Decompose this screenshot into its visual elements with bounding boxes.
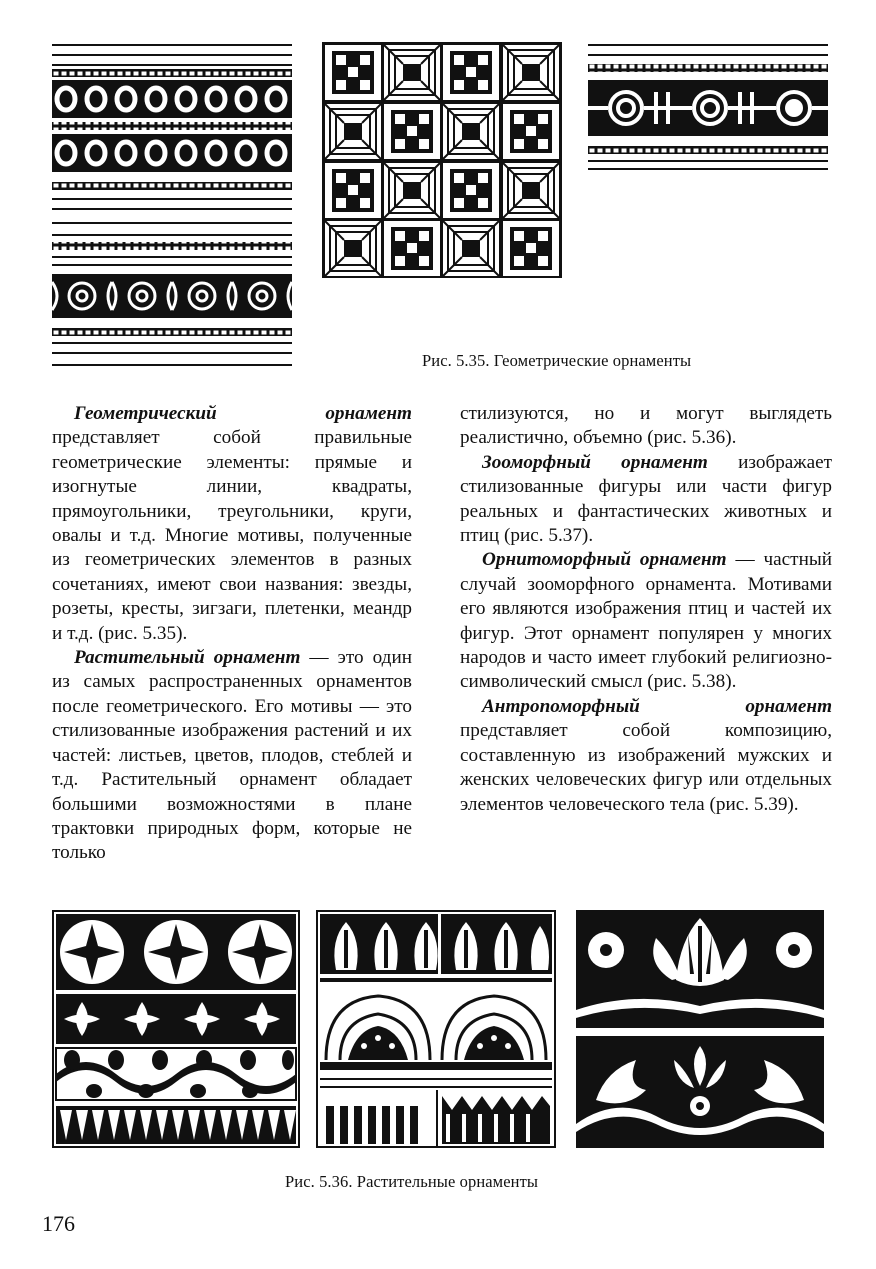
floral-ornament-panel-2 bbox=[316, 910, 556, 1148]
paragraph-text: представляет собой правильные геометрические элементы: прямые и изогнутые линии, квадраты, прямоугольники, треугольники, круги, овалы и т.д. Многие мотивы, полученные из геометрических элементов в разных сочетаниях, имеют свои названия: звезды, розеты, кресты, зигзаги, плетенки, меандр и т.д. (рис. 5.35). bbox=[52, 427, 412, 644]
term-geometric: Геометрический орнамент bbox=[74, 403, 412, 424]
floral-ornament-panel-1 bbox=[52, 910, 300, 1148]
term-anthropomorphic: Антропоморфный орнамент bbox=[482, 695, 832, 717]
paragraph-ornithomorphic bbox=[460, 548, 832, 694]
paragraph-text: — частный случай зооморфного орнамента. Мотивами его являются изображения птиц и частей их фигур. Этот орнамент популярен у многих народов и часто имеет глубокий религиозно-символический смысл (рис. 5.38). bbox=[460, 549, 832, 693]
ornament-band-right bbox=[588, 42, 828, 174]
term-ornithomorphic: Орнитоморфный орнамент bbox=[482, 549, 727, 571]
page-number: 176 bbox=[42, 1211, 75, 1236]
floral-ornament-panel-3 bbox=[576, 910, 824, 1148]
paragraph-text: представляет собой композицию, составленную из изображений мужских и женских человеческих фигур или отдельных элементов человеческого тела (рис. 5.39). bbox=[460, 720, 832, 815]
paragraph-text: изображает стилизованные фигуры или части фигур реальных и фантастических животных и птиц (рис. 5.37). bbox=[460, 451, 832, 547]
figure-caption: Рис. 5.36. Растительные орнаменты bbox=[285, 1172, 539, 1191]
checkerboard-tile-ornament bbox=[322, 42, 562, 278]
paragraph-zoomorphic bbox=[460, 451, 832, 549]
text-column-left bbox=[52, 402, 412, 866]
term-floral: Растительный орнамент bbox=[74, 647, 301, 669]
text-column-right bbox=[460, 402, 832, 817]
paragraph-text: — это один из самых распространенных орнаментов после геометрического. Его мотивы — это стилизованные изображения растений и их частей: листьев, цветов, плодов, стеблей и т.д. Растительный орнамент обладает большими возможностями в плане трактовки природных форм, которые не только bbox=[52, 647, 412, 864]
paragraph-floral bbox=[52, 646, 412, 866]
figure-caption: Рис. 5.35. Геометрические орнаменты bbox=[422, 351, 692, 370]
term-zoomorphic: Зооморфный орнамент bbox=[482, 451, 708, 473]
ornament-band-left bbox=[52, 42, 292, 372]
paragraph-continuation: стилизуются, но и могут выглядеть реалистично, объемно (рис. 5.36). bbox=[460, 403, 832, 449]
paragraph-anthropomorphic bbox=[460, 695, 832, 817]
paragraph-geometric bbox=[52, 402, 412, 646]
